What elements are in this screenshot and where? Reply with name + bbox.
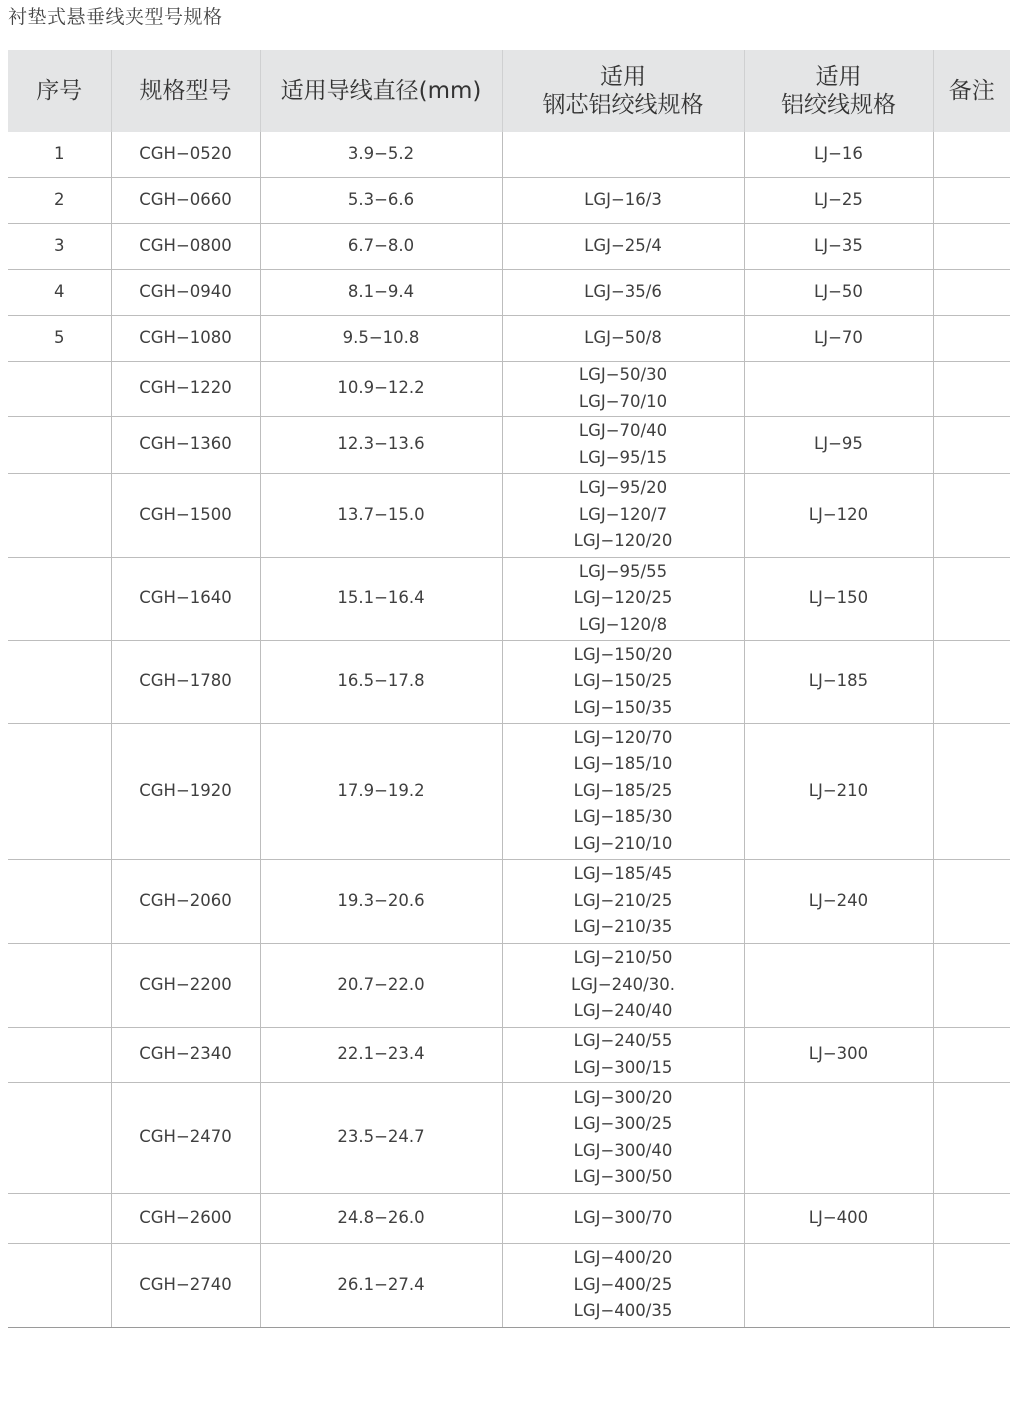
acsr-spec: LGJ−300/15 — [573, 1057, 673, 1077]
cell-seq — [8, 943, 111, 1027]
cell-al: LJ−16 — [744, 132, 933, 177]
cell-model: CGH−0800 — [111, 223, 260, 269]
cell-seq: 4 — [8, 269, 111, 315]
cell-diameter: 3.9−5.2 — [260, 132, 502, 177]
cell-diameter: 22.1−23.4 — [260, 1027, 502, 1082]
header-al — [744, 50, 933, 132]
acsr-spec: LGJ−400/25 — [573, 1274, 673, 1294]
cell-note — [933, 859, 1010, 943]
cell-diameter: 13.7−15.0 — [260, 473, 502, 557]
cell-acsr — [502, 177, 744, 223]
acsr-spec: LGJ−120/20 — [573, 531, 673, 551]
acsr-spec: LGJ−120/70 — [573, 727, 673, 747]
cell-acsr — [502, 943, 744, 1027]
cell-al — [744, 361, 933, 416]
header-al-line2: 铝绞线规格 — [781, 92, 896, 118]
cell-acsr — [502, 269, 744, 315]
cell-diameter: 17.9−19.2 — [260, 723, 502, 859]
cell-diameter: 9.5−10.8 — [260, 315, 502, 361]
cell-acsr — [502, 1193, 744, 1243]
table-row — [8, 223, 1010, 269]
cell-al — [744, 1082, 933, 1193]
cell-diameter: 10.9−12.2 — [260, 361, 502, 416]
acsr-spec: LGJ−240/40 — [573, 1001, 673, 1021]
cell-model: CGH−1500 — [111, 473, 260, 557]
cell-al: LJ−210 — [744, 723, 933, 859]
cell-acsr — [502, 1243, 744, 1327]
cell-acsr — [502, 416, 744, 473]
header-acsr-line2: 钢芯铝绞线规格 — [542, 92, 704, 118]
acsr-spec: LGJ−240/30. — [571, 974, 675, 994]
cell-model: CGH−0520 — [111, 132, 260, 177]
table-header — [8, 50, 1010, 132]
table-row — [8, 416, 1010, 473]
table-row — [8, 1027, 1010, 1082]
acsr-spec: LGJ−95/15 — [578, 447, 668, 467]
cell-seq — [8, 723, 111, 859]
acsr-spec: LGJ−300/40 — [573, 1140, 673, 1160]
cell-seq — [8, 473, 111, 557]
page-title: 衬垫式悬垂线夹型号规格 — [8, 6, 223, 28]
cell-model: CGH−1360 — [111, 416, 260, 473]
acsr-spec: LGJ−210/25 — [573, 890, 673, 910]
acsr-spec: LGJ−400/35 — [573, 1301, 673, 1321]
acsr-spec: LGJ−210/35 — [573, 917, 673, 937]
cell-al: LJ−300 — [744, 1027, 933, 1082]
cell-model: CGH−0660 — [111, 177, 260, 223]
acsr-spec: LGJ−150/20 — [573, 644, 673, 664]
cell-note — [933, 473, 1010, 557]
cell-note — [933, 1243, 1010, 1327]
table-row — [8, 132, 1010, 177]
cell-note — [933, 943, 1010, 1027]
acsr-spec: LGJ−95/20 — [578, 478, 668, 498]
cell-note — [933, 269, 1010, 315]
table-row — [8, 859, 1010, 943]
cell-seq — [8, 859, 111, 943]
cell-seq — [8, 1082, 111, 1193]
acsr-spec: LGJ−300/50 — [573, 1167, 673, 1186]
cell-seq: 2 — [8, 177, 111, 223]
cell-note — [933, 1027, 1010, 1082]
cell-note — [933, 177, 1010, 223]
table-row — [8, 1082, 1010, 1193]
cell-model: CGH−2340 — [111, 1027, 260, 1082]
acsr-spec: LGJ−300/20 — [573, 1087, 673, 1107]
cell-al: LJ−185 — [744, 640, 933, 723]
cell-diameter: 24.8−26.0 — [260, 1193, 502, 1243]
acsr-spec: LGJ−50/30 — [578, 365, 668, 384]
acsr-spec: LGJ−150/35 — [573, 697, 673, 717]
cell-diameter: 12.3−13.6 — [260, 416, 502, 473]
table-row — [8, 473, 1010, 557]
cell-note — [933, 723, 1010, 859]
acsr-spec: LGJ−185/10 — [573, 754, 673, 774]
cell-note — [933, 132, 1010, 177]
acsr-spec: LGJ−210/50 — [573, 948, 673, 968]
header-al-line1: 适用 — [815, 64, 862, 90]
acsr-spec: LGJ−16/3 — [584, 189, 662, 209]
table-row — [8, 177, 1010, 223]
header-acsr — [502, 50, 744, 132]
cell-acsr — [502, 473, 744, 557]
cell-diameter: 26.1−27.4 — [260, 1243, 502, 1327]
acsr-spec: LGJ−150/25 — [573, 671, 673, 691]
cell-model: CGH−1920 — [111, 723, 260, 859]
cell-al: LJ−50 — [744, 269, 933, 315]
cell-al: LJ−95 — [744, 416, 933, 473]
acsr-spec: LGJ−50/8 — [584, 327, 662, 347]
cell-seq: 5 — [8, 315, 111, 361]
cell-diameter: 20.7−22.0 — [260, 943, 502, 1027]
header-diameter: 适用导线直径(mm) — [260, 50, 502, 132]
table-body — [8, 132, 1010, 1327]
cell-acsr — [502, 1082, 744, 1193]
cell-al: LJ−240 — [744, 859, 933, 943]
cell-diameter: 8.1−9.4 — [260, 269, 502, 315]
cell-seq — [8, 361, 111, 416]
acsr-spec: LGJ−120/7 — [578, 504, 668, 524]
acsr-spec: LGJ−185/30 — [573, 807, 673, 827]
cell-diameter: 5.3−6.6 — [260, 177, 502, 223]
acsr-spec: LGJ−95/55 — [578, 561, 668, 581]
cell-seq: 3 — [8, 223, 111, 269]
table-row — [8, 557, 1010, 640]
cell-acsr — [502, 361, 744, 416]
cell-note — [933, 223, 1010, 269]
acsr-spec: LGJ−300/25 — [573, 1114, 673, 1133]
cell-seq — [8, 416, 111, 473]
cell-note — [933, 1193, 1010, 1243]
cell-model: CGH−2060 — [111, 859, 260, 943]
cell-diameter: 16.5−17.8 — [260, 640, 502, 723]
cell-model: CGH−2200 — [111, 943, 260, 1027]
cell-diameter: 6.7−8.0 — [260, 223, 502, 269]
cell-acsr — [502, 132, 744, 177]
cell-acsr — [502, 315, 744, 361]
cell-al: LJ−120 — [744, 473, 933, 557]
table-row — [8, 1243, 1010, 1327]
cell-al: LJ−70 — [744, 315, 933, 361]
header-acsr-line1: 适用 — [600, 64, 646, 90]
table-row — [8, 723, 1010, 859]
cell-acsr — [502, 557, 744, 640]
cell-note — [933, 557, 1010, 640]
cell-al — [744, 1243, 933, 1327]
cell-al: LJ−400 — [744, 1193, 933, 1243]
acsr-spec: LGJ−210/10 — [573, 833, 673, 853]
acsr-spec: LGJ−240/55 — [573, 1031, 673, 1050]
cell-note — [933, 315, 1010, 361]
cell-note — [933, 361, 1010, 416]
cell-al: LJ−150 — [744, 557, 933, 640]
table-row — [8, 361, 1010, 416]
acsr-spec: LGJ−25/4 — [584, 235, 662, 255]
cell-acsr — [502, 640, 744, 723]
cell-seq — [8, 1027, 111, 1082]
acsr-spec: LGJ−120/25 — [573, 588, 673, 608]
cell-diameter: 19.3−20.6 — [260, 859, 502, 943]
header-model: 规格型号 — [111, 50, 260, 132]
acsr-spec: LGJ−185/25 — [573, 780, 673, 800]
spec-table — [8, 50, 1010, 1328]
acsr-spec: LGJ−185/45 — [573, 864, 673, 884]
cell-model: CGH−2600 — [111, 1193, 260, 1243]
cell-model: CGH−2740 — [111, 1243, 260, 1327]
cell-model: CGH−2470 — [111, 1082, 260, 1193]
header-seq: 序号 — [8, 50, 111, 132]
cell-seq — [8, 640, 111, 723]
cell-acsr — [502, 859, 744, 943]
cell-model: CGH−1640 — [111, 557, 260, 640]
cell-al — [744, 943, 933, 1027]
table-row — [8, 640, 1010, 723]
cell-acsr — [502, 223, 744, 269]
cell-seq — [8, 557, 111, 640]
cell-model: CGH−1780 — [111, 640, 260, 723]
acsr-spec: LGJ−70/10 — [578, 391, 668, 411]
cell-model: CGH−0940 — [111, 269, 260, 315]
table-row — [8, 269, 1010, 315]
table-row — [8, 943, 1010, 1027]
acsr-spec: LGJ−400/20 — [573, 1248, 673, 1268]
cell-seq: 1 — [8, 132, 111, 177]
cell-note — [933, 640, 1010, 723]
header-note: 备注 — [933, 50, 1010, 132]
table-row — [8, 1193, 1010, 1243]
acsr-spec: LGJ−70/40 — [578, 421, 668, 440]
table-row — [8, 315, 1010, 361]
cell-acsr — [502, 1027, 744, 1082]
cell-seq — [8, 1193, 111, 1243]
acsr-spec: LGJ−35/6 — [584, 281, 662, 301]
cell-acsr — [502, 723, 744, 859]
acsr-spec: LGJ−120/8 — [578, 614, 668, 634]
cell-diameter: 15.1−16.4 — [260, 557, 502, 640]
cell-diameter: 23.5−24.7 — [260, 1082, 502, 1193]
cell-al: LJ−25 — [744, 177, 933, 223]
cell-seq — [8, 1243, 111, 1327]
cell-note — [933, 416, 1010, 473]
cell-al: LJ−35 — [744, 223, 933, 269]
acsr-spec: LGJ−300/70 — [573, 1207, 673, 1227]
cell-model: CGH−1220 — [111, 361, 260, 416]
cell-note — [933, 1082, 1010, 1193]
cell-model: CGH−1080 — [111, 315, 260, 361]
